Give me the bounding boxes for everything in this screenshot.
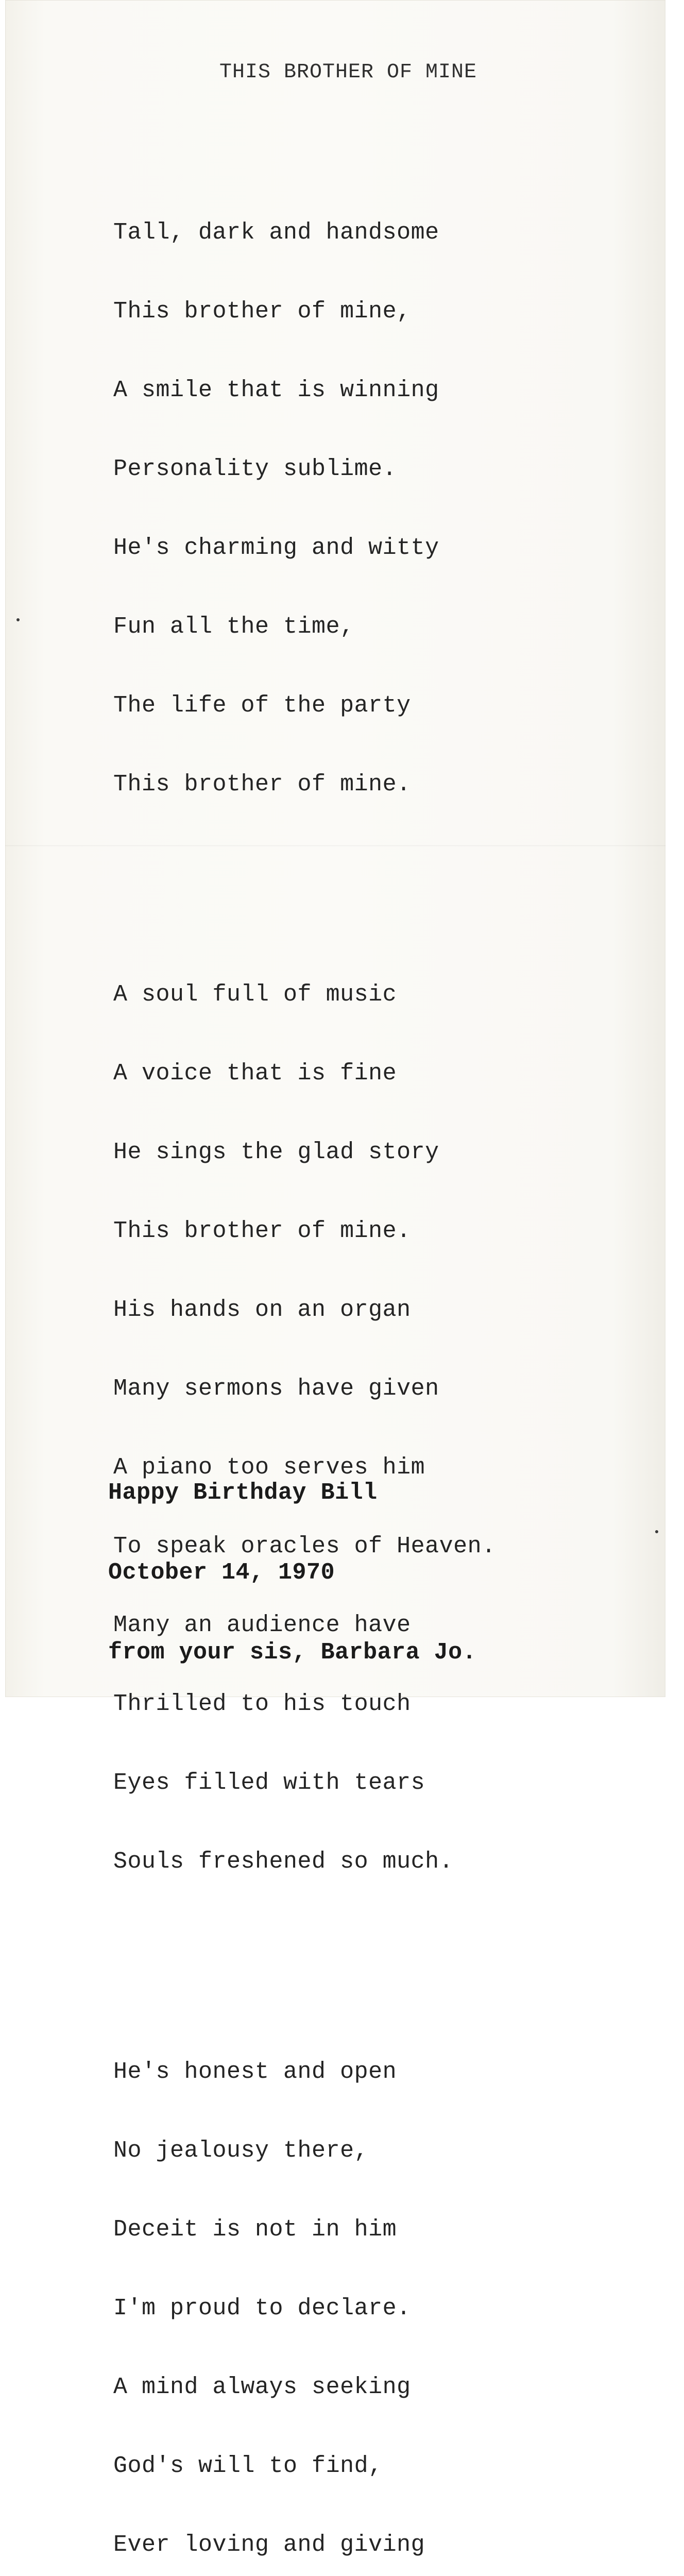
poem-line: God's will to find, xyxy=(113,2453,383,2479)
poem-line: Personality sublime. xyxy=(113,456,397,482)
poem-line: A piano too serves him xyxy=(113,1454,425,1481)
poem-line: A mind always seeking xyxy=(113,2374,411,2400)
poem-line: No jealousy there, xyxy=(113,2138,369,2164)
poem-line: A voice that is fine xyxy=(113,1060,397,1087)
poem-line: Thrilled to his touch xyxy=(113,1691,411,1717)
poem-line: Eyes filled with tears xyxy=(113,1770,425,1796)
paper-speck xyxy=(655,1530,658,1533)
poem-line: Deceit is not in him xyxy=(113,2216,397,2243)
stanza-1 xyxy=(113,167,538,850)
poem-line: His hands on an organ xyxy=(113,1297,411,1323)
poem-line: Fun all the time, xyxy=(113,614,354,640)
typewritten-page xyxy=(5,0,665,2558)
birthday-signature xyxy=(108,1426,476,1719)
signature-line: from your sis, Barbara Jo. xyxy=(108,1639,477,1666)
signature-line: October 14, 1970 xyxy=(108,1560,335,1586)
stanza-3 xyxy=(113,2006,538,2576)
poem-line: A soul full of music xyxy=(113,981,397,1008)
poem-body xyxy=(113,114,538,2576)
poem-line: This brother of mine, xyxy=(113,298,411,325)
poem-line: Ever loving and giving xyxy=(113,2532,425,2558)
poem-line: Many an audience have xyxy=(113,1612,411,1638)
poem-line: He's honest and open xyxy=(113,2059,397,2085)
poem-line: A smile that is winning xyxy=(113,377,439,403)
poem-line: This brother of mine. xyxy=(113,1218,411,1244)
signature-line: Happy Birthday Bill xyxy=(108,1480,378,1506)
poem-line: Many sermons have given xyxy=(113,1376,439,1402)
poem-line: To speak oracles of Heaven. xyxy=(113,1533,496,1560)
poem-title: THIS BROTHER OF MINE xyxy=(219,61,477,84)
poem-line: He sings the glad story xyxy=(113,1139,439,1165)
poem-line: The life of the party xyxy=(113,692,411,719)
poem-line: Tall, dark and handsome xyxy=(113,219,439,246)
poem-line: I'm proud to declare. xyxy=(113,2295,411,2321)
poem-line: He's charming and witty xyxy=(113,535,439,561)
poem-line: This brother of mine. xyxy=(113,771,411,798)
paper-speck xyxy=(16,618,20,621)
poem-line: Souls freshened so much. xyxy=(113,1849,454,1875)
